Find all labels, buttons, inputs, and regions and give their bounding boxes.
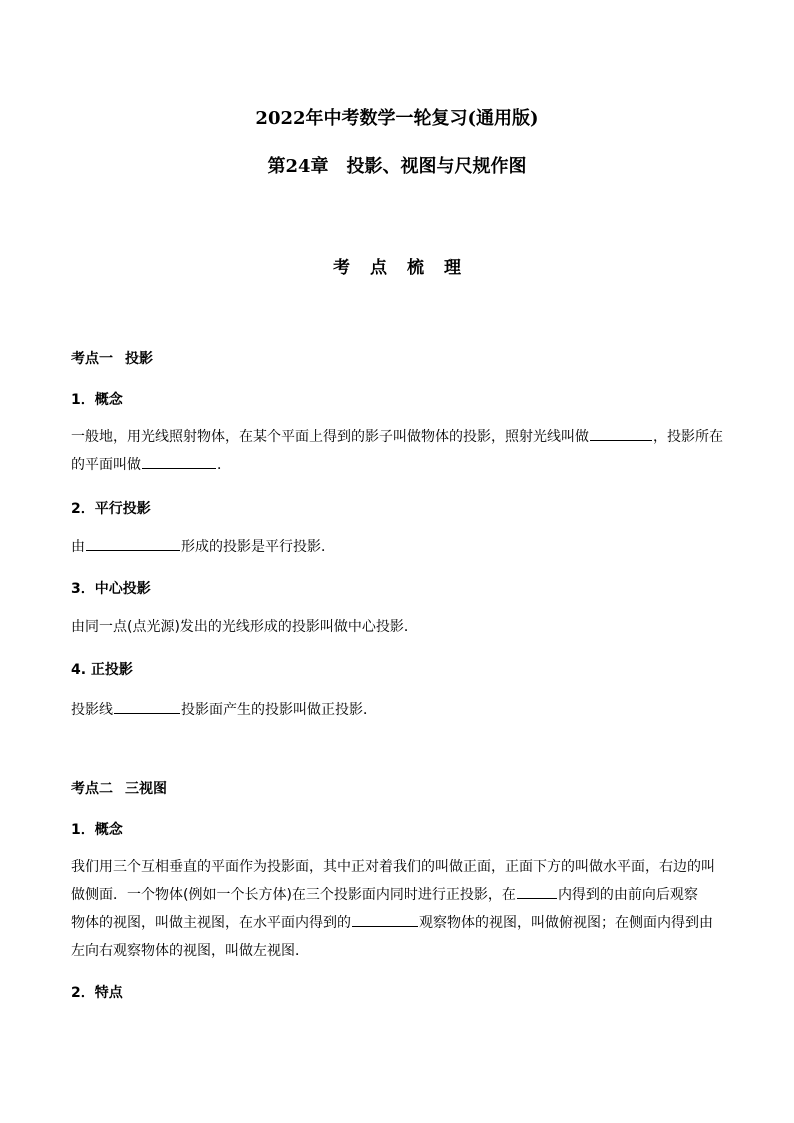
paragraph-line: 做侧面．一个物体(例如一个长方体)在三个投影面内同时进行正投影，在 内得到的由前向后观察 [71,882,698,908]
heading-char: 点 [370,258,387,278]
subsection-title: 4. 正投影 [71,662,133,678]
paragraph-line: 投影线 投影面产生的投影叫做正投影． [71,697,377,723]
paragraph-line: 我们用三个互相垂直的平面作为投影面，其中正对着我们的叫做正面，正面下方的叫做水平面，右边的叫 [71,859,715,875]
heading-char: 考 [333,258,350,278]
knowledge-point-2-title [71,778,167,798]
fill-blank [86,535,180,551]
kp-topic: 投影 [125,351,153,367]
subsection-title: 2．平行投影 [71,501,151,517]
fill-blank [142,453,216,469]
fill-blank [352,911,418,927]
subsection-title: 1．概念 [71,822,123,838]
document-title: 2022年中考数学一轮复习(通用版) [255,108,539,129]
paragraph-line: 一般地，用光线照射物体，在某个平面上得到的影子叫做物体的投影，照射光线叫做 ，投影所在 [71,424,723,450]
subsection-title: 3．中心投影 [71,581,151,597]
subsection-title: 1．概念 [71,392,123,408]
kp-number: 考点二 [71,781,113,797]
paragraph-line: 由 形成的投影是平行投影． [71,534,335,560]
kp-topic: 三视图 [125,781,167,797]
fill-blank [590,425,652,441]
fill-blank [517,883,557,899]
section-heading [0,253,794,278]
heading-char: 理 [444,258,461,278]
heading-char: 梳 [407,258,424,278]
paragraph-line: 由同一点(点光源)发出的光线形成的投影叫做中心投影． [71,619,418,635]
paragraph-line: 的平面叫做 ． [71,452,231,478]
chapter-title: 第24章 投影、视图与尺规作图 [267,156,527,177]
knowledge-point-1-title [71,348,153,368]
subsection-title: 2．特点 [71,985,123,1001]
paragraph-line: 物体的视图，叫做主视图，在水平面内得到的 观察物体的视图，叫做俯视图；在侧面内得到由 [71,910,713,936]
fill-blank [114,698,180,714]
paragraph-line: 左向右观察物体的视图，叫做左视图． [71,943,309,959]
kp-number: 考点一 [71,351,113,367]
